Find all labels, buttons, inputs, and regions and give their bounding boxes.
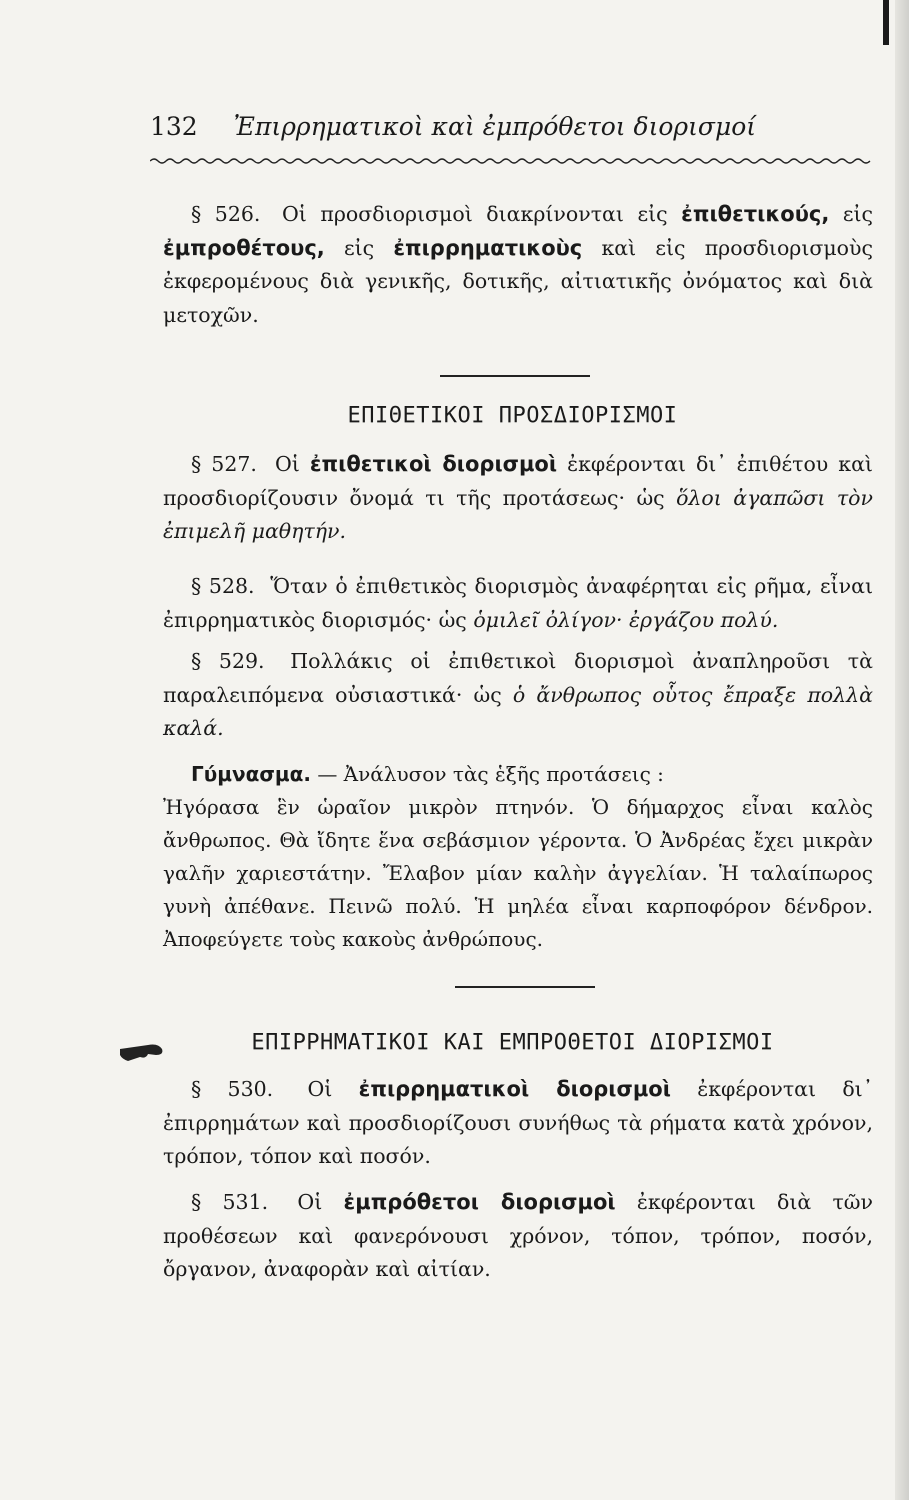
- bold-term: ἐμπρόθετοι διορισμοὶ: [343, 1190, 616, 1214]
- running-header: [150, 112, 880, 141]
- text: Οἱ: [274, 452, 300, 476]
- page-edge-mark: [883, 0, 889, 45]
- page-edge: [895, 0, 909, 1500]
- text: Οἱ: [297, 1190, 323, 1214]
- section-number: § 528.: [191, 574, 255, 598]
- text: ἐκφέρονται δι᾽ ἐπιρρημάτων καὶ προσδιορίζουσι συνήθως τὰ ρήματα κατὰ χρόνον, τρόπον, τόπον καὶ ποσόν.: [163, 1077, 873, 1168]
- text: Πολλάκις οἱ ἐπιθετικοὶ διορισμοὶ ἀναπληροῦσι τὰ παραλειπόμενα οὐσιαστικά· ὡς: [163, 649, 873, 707]
- section-number: § 530.: [191, 1077, 274, 1101]
- section-number: § 527.: [191, 452, 257, 476]
- section-526: [163, 198, 873, 332]
- section-heading: ΕΠΙΡΡΗΜΑΤΙΚΟΙ ΚΑΙ ΕΜΠΡΟΘΕΤΟΙ ΔΙΟΡΙΣΜΟΙ: [251, 1030, 774, 1055]
- italic-example: ὁμιλεῖ ὀλίγον· ἐργάζου πολύ.: [473, 607, 779, 632]
- section-number: § 526.: [191, 202, 261, 226]
- header-wavy-rule: [150, 157, 875, 165]
- text: Οἱ προσδιορισμοὶ διακρίνονται εἰς: [282, 202, 668, 226]
- italic-example: ὅλοι ἀγαπῶσι τὸν ἐπιμελῆ μαθητήν.: [163, 485, 873, 543]
- section-529: [163, 645, 873, 746]
- section-530: [163, 1073, 873, 1174]
- text: ἐκφέρονται δι᾽ ἐπιθέτου καὶ προσδιορίζουσιν ὄνομά τι τῆς προτάσεως· ὡς: [163, 452, 873, 510]
- section-528: [163, 570, 873, 637]
- text: καὶ εἰς προσδιορισμοὺς ἐκφερομένους διὰ γενικῆς, δοτικῆς, αἰτιατικῆς ὀνόματος καὶ διὰ μετοχῶν.: [163, 235, 873, 327]
- exercise-intro: — Ἀνάλυσον τὰς ἑξῆς προτάσεις :: [317, 762, 664, 786]
- text: Ὅταν ὁ ἐπιθετικὸς διορισμὸς ἀναφέρηται εἰς ρῆμα, εἶναι ἐπιρρηματικὸς διορισμός· ὡς: [163, 574, 873, 632]
- page-number: 132: [150, 112, 198, 141]
- section-divider: [440, 375, 590, 377]
- bold-term: ἐπιρρηματικοὺς: [393, 235, 583, 260]
- section-divider: [455, 986, 595, 988]
- running-title: Ἐπιρρηματικοὶ καὶ ἐμπρόθετοι διορισμοί: [233, 112, 757, 141]
- text: ἐκφέρονται διὰ τῶν προθέσεων καὶ φανερόνουσι χρόνον, τόπον, τρόπον, ποσόν, ὄργανον, ἀναφορὰν καὶ αἰτίαν.: [163, 1190, 873, 1281]
- section-527: [163, 448, 873, 549]
- bold-term: ἐπιθετικοὶ διορισμοὶ: [309, 452, 558, 476]
- exercise-text: Ἠγόρασα ἓν ὡραῖον μικρὸν πτηνόν. Ὁ δήμαρχος εἶναι καλὸς ἄνθρωπος. Θὰ ἴδητε ἕνα σεβάσμιον γέροντα. Ὁ Ἀνδρέας ἔχει μικρὰν γαλῆν χαριεστάτην. Ἔλαβον μίαν καλὴν ἀγγελίαν. Ἡ ταλαίπωρος γυνὴ ἀπέθανε. Πεινῶ πολύ. Ἡ μηλέα εἶναι καρποφόρον δένδρον. Ἀποφεύγετε τοὺς κακοὺς ἀνθρώπους.: [163, 795, 873, 951]
- section-531: [163, 1186, 873, 1287]
- exercise-title: Γύμνασμα.: [191, 762, 311, 786]
- italic-example: ὁ ἄνθρωπος οὗτος ἔπραξε πολλὰ καλά.: [163, 682, 873, 740]
- text: εἰς: [343, 235, 375, 260]
- section-number: § 531.: [191, 1190, 269, 1214]
- bold-term: ἐπιθετικούς,: [681, 202, 830, 226]
- section-heading: ΕΠΙΘΕΤΙΚΟΙ ΠΡΟΣΔΙΟΡΙΣΜΟΙ: [347, 403, 678, 428]
- text: Οἱ: [307, 1077, 333, 1101]
- bold-term: ἐπιρρηματικοὶ διορισμοὶ: [358, 1077, 671, 1101]
- exercise: [163, 758, 873, 956]
- text: εἰς: [842, 202, 873, 226]
- bold-term: ἐμπροθέτους,: [163, 235, 325, 260]
- section-number: § 529.: [191, 649, 265, 673]
